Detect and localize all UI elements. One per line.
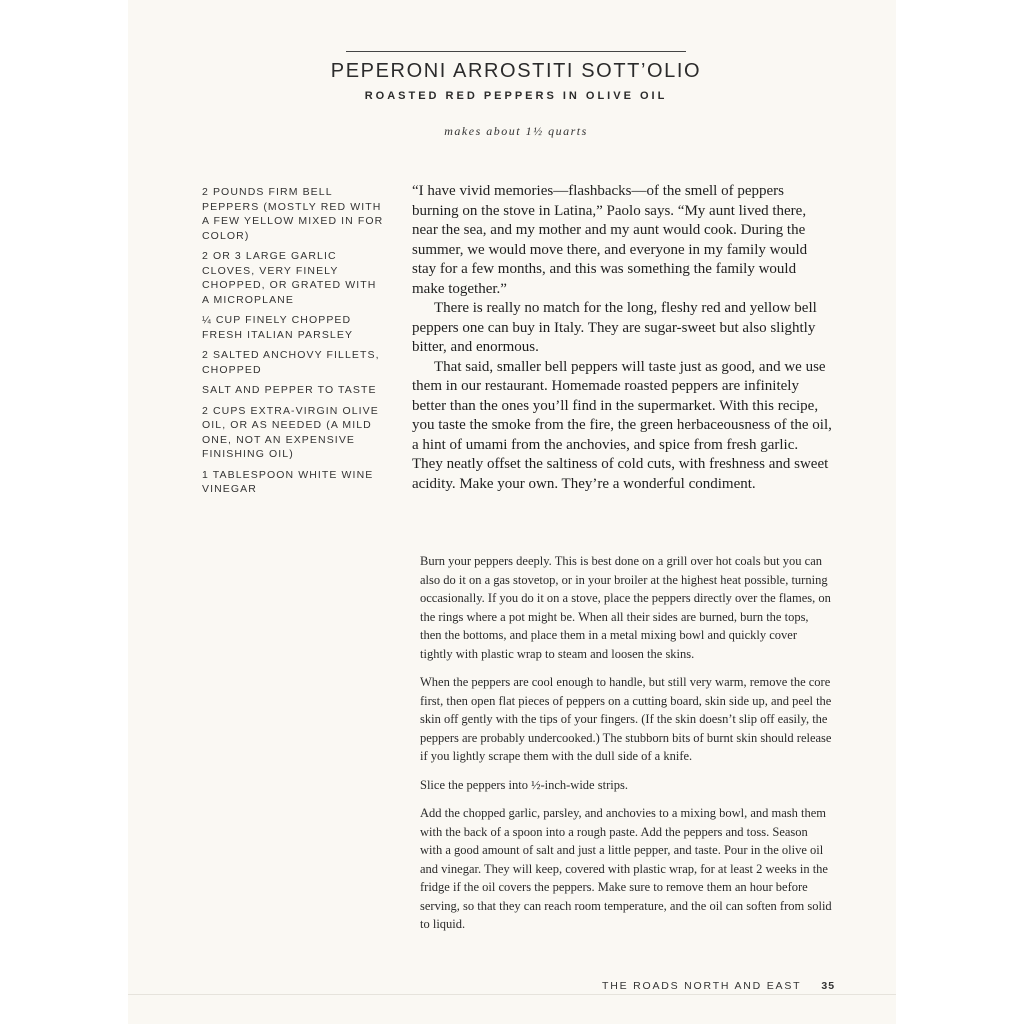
method-paragraph: When the peppers are cool enough to handle, but still very warm, remove the core first, then open flat pieces of peppers on a cutting board, skin side up, and peel the skin off gently with the tips of your fingers. (If the skin doesn’t slip off easily, the peppers are probably undercooked.) The stubborn bits of burnt skin should release if you lightly scrape them with the dull side of a knife. <box>420 675 832 763</box>
footer-rule <box>128 994 896 995</box>
page-number: 35 <box>821 980 836 992</box>
section-title: THE ROADS NORTH AND EAST <box>602 980 802 992</box>
title-rule <box>346 51 686 52</box>
ingredient-item: 2 OR 3 LARGE GARLIC CLOVES, VERY FINELY CHOPPED, OR GRATED WITH A MICROPLANE <box>202 250 377 306</box>
method-paragraph: Slice the peppers into ½-inch-wide strips. <box>420 777 628 792</box>
ingredient-item: 2 POUNDS FIRM BELL PEPPERS (MOSTLY RED WITH A FEW YELLOW MIXED IN FOR COLOR) <box>202 186 384 242</box>
headnote-paragraph: That said, smaller bell peppers will taste just as good, and we use them in our restaurant. Homemade roasted peppers are infinitely better than the ones you’ll find in the supermarket. With this recipe, you taste the smoke from the fire, the green herbaceousness of the oil, a hint of umami from the anchovies, and spice from fresh garlic. They neatly offset the saltiness of cold cuts, with freshness and sweet acidity. Make your own. They’re a wonderful condiment. <box>412 358 832 492</box>
ingredient-item: ¼ CUP FINELY CHOPPED FRESH ITALIAN PARSLEY <box>202 314 354 341</box>
method-paragraph: Add the chopped garlic, parsley, and anchovies to a mixing bowl, and mash them with the back of a spoon into a rough paste. Add the peppers and toss. Season with a good amount of salt and just a little pepper, and taste. Pour in the olive oil and vinegar. They will keep, covered with plastic wrap, for at least 2 weeks in the fridge if the oil covers the peppers. Make sure to remove them an hour before serving, so that they can reach room temperature, and the oil can soften from solid to liquid. <box>420 806 832 931</box>
headnote-paragraph: There is really no match for the long, fleshy red and yellow bell peppers one can buy in Italy. They are sugar-sweet but also slightly bitter, and enormous. <box>412 300 817 355</box>
headnote-paragraph: “I have vivid memories—flashbacks—of the smell of peppers burning on the stove in Latina,” Paolo says. “My aunt lived there, near the sea, and my mother and my aunt would cook. During the summer, we would move there, and everyone in my family would stay for a few months, and this was something the family would make together.” <box>412 183 808 297</box>
recipe-title: PEPERONI ARROSTITI SOTT’OLIO <box>330 60 702 82</box>
method-steps <box>420 552 832 944</box>
book-page <box>128 0 896 1024</box>
ingredient-list <box>202 185 387 503</box>
ingredient-item: 2 CUPS EXTRA-VIRGIN OLIVE OIL, OR AS NEEDED (A MILD ONE, NOT AN EXPENSIVE FINISHING OIL) <box>202 404 379 460</box>
recipe-yield: makes about 1½ quarts <box>444 124 588 138</box>
headnote <box>412 182 832 494</box>
running-footer <box>602 980 835 992</box>
recipe-subtitle: ROASTED RED PEPPERS IN OLIVE OIL <box>364 90 668 102</box>
ingredient-item: 2 SALTED ANCHOVY FILLETS, CHOPPED <box>202 349 380 376</box>
ingredient-item: 1 TABLESPOON WHITE WINE VINEGAR <box>202 468 374 495</box>
method-paragraph: Burn your peppers deeply. This is best done on a grill over hot coals but you can also do it on a gas stovetop, or in your broiler at the highest heat possible, turning occasionally. If you do it on a stove, place the peppers directly over the flames, on the rings where a pot might be. When all their sides are burned, burn the tops, then the bottoms, and place them in a metal mixing bowl and quickly cover tightly with plastic wrap to steam and loosen the skins. <box>420 554 831 661</box>
ingredient-item: SALT AND PEPPER TO TASTE <box>202 384 377 396</box>
